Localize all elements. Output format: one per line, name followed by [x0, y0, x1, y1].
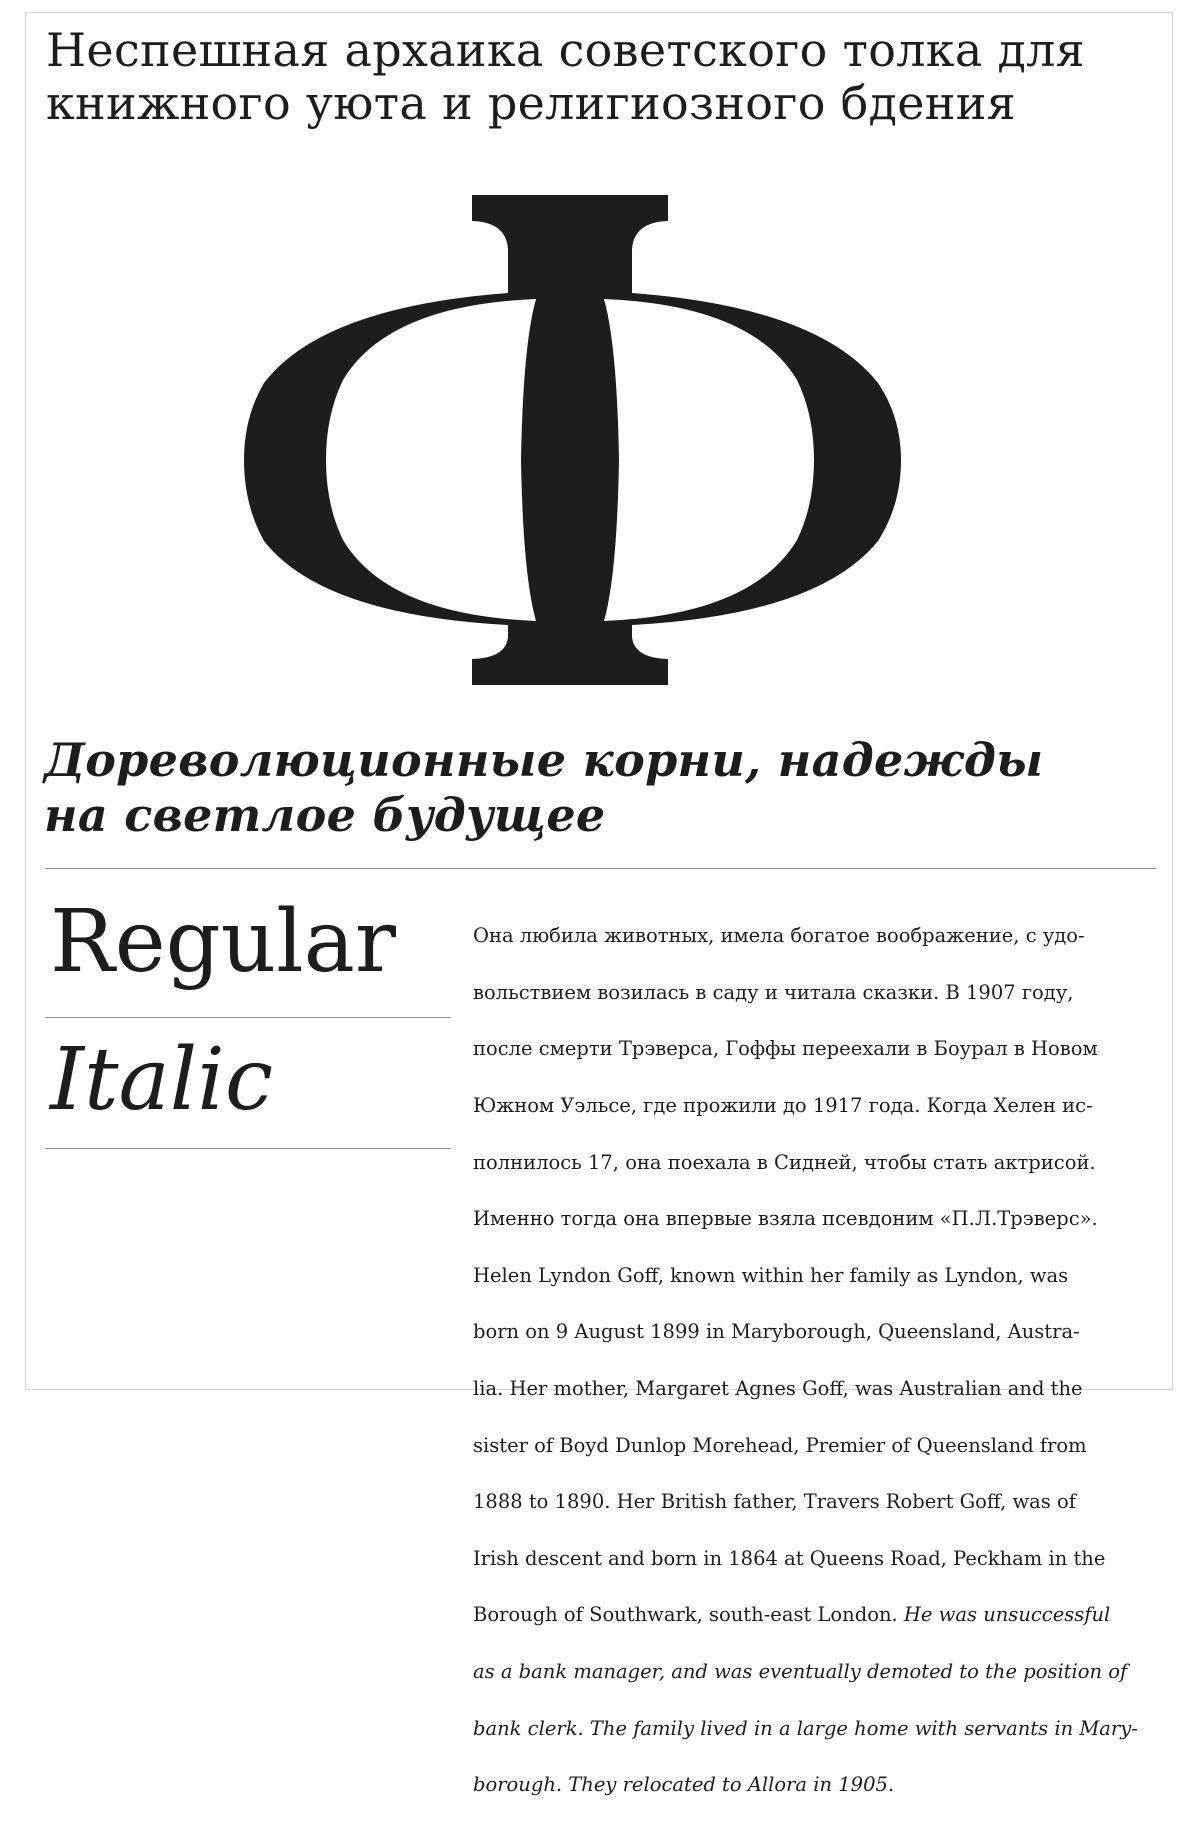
specimen-glyph-ef	[238, 175, 908, 705]
body-line: lia. Her mother, Margaret Agnes Goff, was Australian and the	[473, 1377, 1083, 1401]
body-line: 1888 to 1890. Her British father, Travers Robert Goff, was of	[473, 1490, 1076, 1514]
body-line: born on 9 August 1899 in Maryborough, Queensland, Austra-	[473, 1320, 1080, 1344]
body-text-italic-fragment: He was unsuccessful	[903, 1603, 1111, 1627]
body-paragraph-regular	[473, 894, 1156, 1828]
body-line-italic: borough. They relocated to Allora in 1905.	[473, 1773, 895, 1797]
subtitle-line-1: Дореволюционные корни, надежды	[44, 733, 1044, 787]
divider-top	[45, 868, 1156, 869]
body-line: вольствием возилась в саду и читала сказки. В 1907 году,	[473, 980, 1074, 1004]
body-line: Именно тогда она впервые взяла псевдоним «П.Л.Трэверс».	[473, 1207, 1098, 1231]
body-line: Irish descent and born in 1864 at Queens Road, Peckham in the	[473, 1546, 1106, 1570]
style-label-italic: Italic	[50, 1030, 273, 1130]
body-line-mixed	[473, 1601, 1156, 1629]
headline-line-2: книжного уюта и религиозного бдения	[46, 76, 1016, 130]
body-line-italic: bank clerk. The family lived in a large home with servants in Mary-	[473, 1716, 1138, 1740]
divider-middle	[45, 1017, 451, 1018]
headline-line-1: Неспешная архаика советского толка для	[46, 23, 1085, 77]
divider-bottom	[45, 1148, 451, 1149]
specimen-subtitle	[44, 733, 1144, 843]
body-line-italic: as a bank manager, and was eventually demoted to the position of	[473, 1660, 1128, 1684]
subtitle-line-2: на светлое будущее	[44, 788, 606, 842]
body-line: Helen Lyndon Goff, known within her family as Lyndon, was	[473, 1263, 1069, 1287]
body-text-regular-fragment: Borough of Southwark, south-east London.	[473, 1603, 904, 1627]
body-line: после смерти Трэверса, Гоффы переехали в Боурал в Новом	[473, 1037, 1098, 1061]
body-line: полнилось 17, она поехала в Сидней, чтобы стать актрисой.	[473, 1150, 1096, 1174]
body-line: sister of Boyd Dunlop Morehead, Premier of Queensland from	[473, 1433, 1087, 1457]
style-label-regular: Regular	[50, 892, 396, 992]
page-headline	[46, 24, 1156, 130]
body-line: Она любила животных, имела богатое воображение, с удо-	[473, 924, 1085, 948]
body-line: Южном Уэльсе, где прожили до 1917 года. Когда Хелен ис-	[473, 1094, 1093, 1118]
